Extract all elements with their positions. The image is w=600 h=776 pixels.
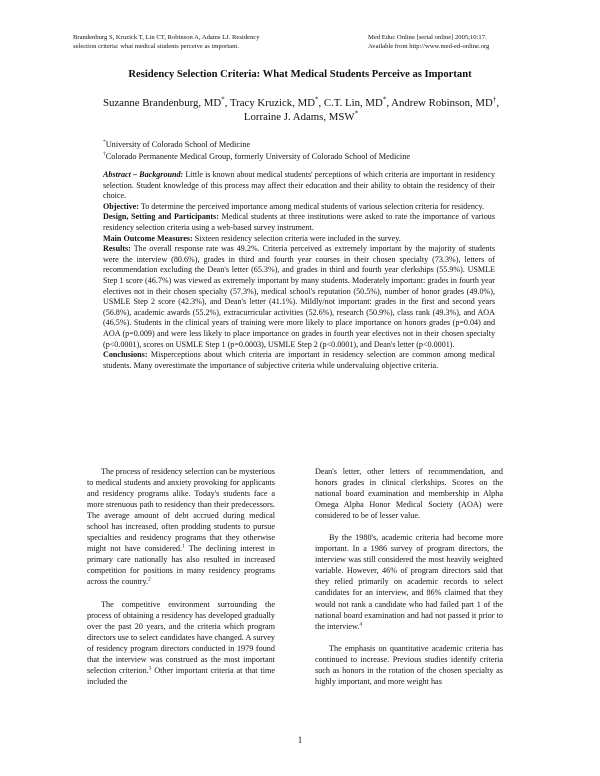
abstract-design: Design, Setting and Participants: Medical students at three institutions were asked to rate the importance of various residency selection criteria using a web-based survey instrument. [103,212,495,232]
author: C.T. Lin, MD*, [323,95,392,109]
body-column-left [87,466,275,698]
header-left-line1: Brandenburg S, Kruzick T, Lin CT, Robinson A, Adams LJ. Residency [73,34,260,41]
paragraph: The competitive environment surrounding the process of obtaining a residency has developed gradually over the past 20 years, and the criteria which program directors use to select candidates have changed. A survey of residency program directors conducted in 1979 found that the interview was construed as the most important selection criterion.$^3$ Other important criteria at that time included the [87,599,275,686]
running-header-left [73,33,260,51]
paragraph: Dean's letter, other letters of recommendation, and honors grades in clinical clerkships. Scores on the national board examination and membership in Alpha Omega Alpha Honor Medical Society (AOA) were considered to be of lesser value. [315,467,503,521]
author: Suzanne Brandenburg, MD*, [102,95,230,109]
paragraph: The emphasis on quantitative academic criteria has continued to increase. Previous studies identify criteria such as honors in the rotation of the chosen specialty as highly important, and more weight has [315,643,503,686]
abstract [103,170,495,371]
author: Lorraine J. Adams, MSW* [243,109,359,123]
abstract-conclusions: Conclusions: Misperceptions about which criteria are important in residency selection are common among medical students. Many overestimate the importance of subjective criteria while undervaluing objective criteria. [103,350,495,370]
abstract-results: Results: The overall response rate was 49.2%. Criteria perceived as extremely important by the majority of students were the interview (80.6%), grades in third and fourth year courses in their chosen specialty (73.3%), letters of recommendation excluding the Dean's letter (65.3%), and grades in third and fourth year clerkships (55.9%). USMLE Step 1 score (46.7%) was viewed as extremely important by many students. Moderately important: grades in fourth year electives not in their chosen specialty (57.3%), medical school's reputation (50.5%), number of honor grades (49.0%), USMLE Step 2 score (42.3%), and Dean's letter (41.1%). Mildly/not important: grades in the first and second years (56.8%), academic awards (55.2%), extracurricular activities (52.6%), research (50.9%), class rank (49.3%), and AOA (46.5%). Students in the clinical years of training were more likely to place importance on honors grades (p=0.04) and AOA (p=0.009) and were less likely to place importance on grades in fourth year electives not in their chosen specialty (p<0.0001), scores on USMLE Step 1 (p=0.0003), USMLE Step 2 (p<0.0001), and Dean's letter (p<0.0001). [103,244,495,349]
header-left-line2: selection criteria: what medical students perceive as important. [73,43,239,50]
running-header-right [368,33,489,51]
paper-title: Residency Selection Criteria: What Medical Students Perceive as Important [128,69,472,80]
author: Tracy Kruzick, MD*, [229,95,324,109]
header-right-line2: Available from http://www.med-ed-online.org [368,43,490,50]
paragraph: The process of residency selection can be mysterious to medical students and anxiety provoking for applicants and residency programs alike. Today's students face a more strenuous path to residency than their predecessors. The average amount of debt accrued during medical school has increased, often prodding students to pursue specialties and residency programs that they otherwise might not have considered.$^1$ The declining interest in primary care nationally has also resulted in increased competition for positions in many residency programs across the country.$^2$ [87,467,275,587]
author-list [73,96,529,124]
header-right-line1: Med Educ Online [serial online] 2005;10:17. [368,34,487,41]
abstract-outcome: Main Outcome Measures: Sixteen residency selection criteria were included in the survey. [103,233,401,243]
affiliation: *University of Colorado School of Medicine [103,139,251,149]
affiliation: †Colorado Permanente Medical Group, formerly University of Colorado School of Medicine [103,151,411,161]
author: Andrew Robinson, MD†, [391,95,500,109]
abstract-background: Abstract – Background: Little is known about medical students' perceptions of which criteria are important in residency selection. Student knowledge of this process may affect their education and their ability to obtain the residency of their choice. [103,170,495,201]
abstract-objective: Objective: To determine the perceived importance among medical students of various selection criteria for residency. [103,201,485,211]
body-column-right [315,466,503,698]
page-number: 1 [297,735,303,745]
paragraph: By the 1980's, academic criteria had become more important. In a 1986 survey of program directors, the interview was still considered the most heavily weighted variable. However, 46% of program directors said that they relied primarily on academic records to select candidates for an interview, and 86% claimed that they would not rank a candidate who had failed part 1 of the national board examination and had not passed it prior to the interview.$^4$ [315,533,503,631]
